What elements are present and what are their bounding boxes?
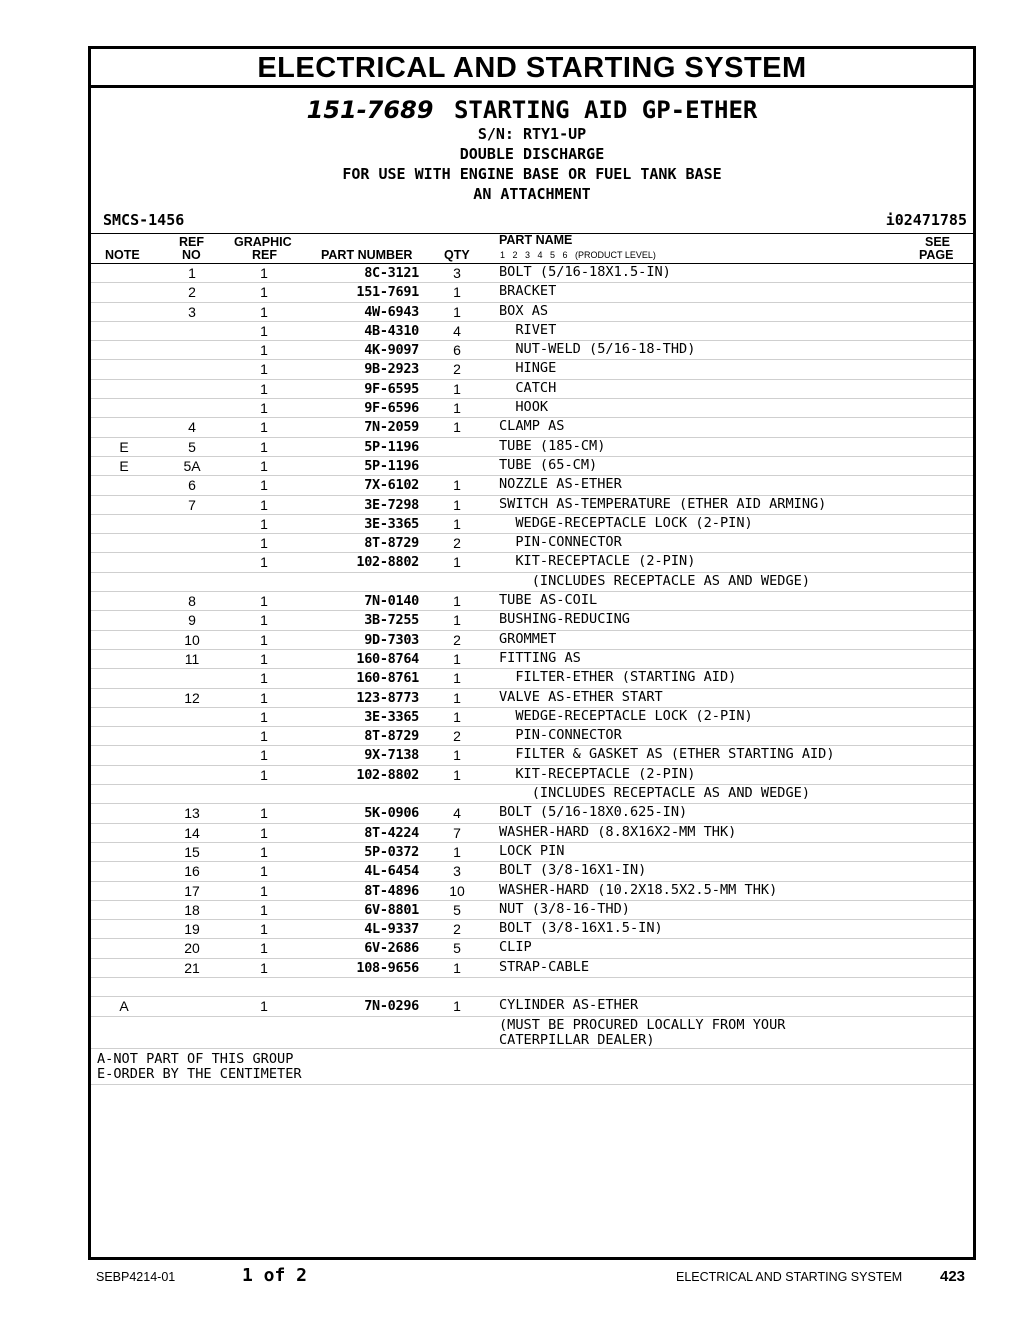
cell-part-number: 8T-4224 bbox=[364, 824, 419, 841]
table-row bbox=[91, 515, 973, 534]
header-ref-bottom: NO bbox=[182, 248, 201, 262]
table-row bbox=[91, 283, 973, 302]
header-see-bottom: PAGE bbox=[919, 248, 954, 262]
cell-part-name: KIT-RECEPTACLE (2-PIN) bbox=[499, 765, 696, 782]
cell-part-number: 102-8802 bbox=[356, 554, 419, 571]
cell-note: E bbox=[119, 438, 129, 455]
cell-qty: 1 bbox=[453, 400, 461, 417]
cell-graphic-ref: 1 bbox=[260, 766, 268, 783]
document-id: SEBP4214-01 bbox=[96, 1270, 176, 1284]
table-row bbox=[91, 824, 973, 843]
header-ref-top: REF bbox=[179, 235, 204, 249]
table-row bbox=[91, 303, 973, 322]
cell-graphic-ref: 1 bbox=[260, 400, 268, 417]
cell-qty: 1 bbox=[453, 650, 461, 667]
cell-part-name: LOCK PIN bbox=[499, 842, 565, 859]
cell-part-number: 9F-6596 bbox=[364, 400, 419, 417]
cell-graphic-ref: 1 bbox=[260, 265, 268, 281]
cell-ref-no: 5A bbox=[183, 457, 201, 474]
cell-qty: 1 bbox=[453, 612, 461, 629]
cell-part-name: KIT-RECEPTACLE (2-PIN) bbox=[499, 553, 696, 570]
cell-qty: 1 bbox=[453, 747, 461, 764]
table-row bbox=[91, 611, 973, 630]
cell-graphic-ref: 1 bbox=[260, 612, 268, 629]
notes-block bbox=[91, 1049, 973, 1085]
cell-qty: 2 bbox=[453, 921, 461, 938]
cell-qty: 1 bbox=[453, 303, 461, 320]
table-row bbox=[91, 669, 973, 688]
header-see-top: SEE bbox=[925, 235, 951, 249]
group-title bbox=[91, 96, 973, 124]
cell-graphic-ref: 1 bbox=[260, 901, 268, 918]
cell-part-name: TUBE AS-COIL bbox=[499, 592, 598, 609]
cell-part-number: 5K-0906 bbox=[364, 805, 419, 822]
cell-ref-no: 12 bbox=[184, 689, 200, 706]
cell-qty: 1 bbox=[453, 515, 461, 532]
cell-part-number: 5P-1196 bbox=[364, 438, 419, 455]
cell-part-name: SWITCH AS-TEMPERATURE (ETHER AID ARMING) bbox=[499, 495, 827, 512]
cell-qty: 4 bbox=[453, 322, 461, 339]
table-row bbox=[91, 534, 973, 553]
cell-graphic-ref: 1 bbox=[260, 554, 268, 571]
cell-graphic-ref: 1 bbox=[260, 747, 268, 764]
cell-graphic-ref: 1 bbox=[260, 322, 268, 339]
cell-qty: 7 bbox=[453, 824, 461, 841]
table-row bbox=[91, 727, 973, 746]
cell-qty: 1 bbox=[453, 670, 461, 687]
cell-part-number: 7X-6102 bbox=[364, 477, 419, 494]
table-row bbox=[91, 862, 973, 881]
table-row bbox=[91, 264, 973, 283]
cell-qty: 1 bbox=[453, 708, 461, 725]
cell-qty: 1 bbox=[453, 284, 461, 301]
table-row bbox=[91, 341, 973, 360]
cell-part-number: 9X-7138 bbox=[364, 747, 419, 764]
table-row bbox=[91, 689, 973, 708]
cell-part-number: 4B-4310 bbox=[364, 322, 419, 339]
code-line bbox=[91, 211, 973, 233]
cell-part-name: WEDGE-RECEPTACLE LOCK (2-PIN) bbox=[499, 707, 753, 724]
cell-part-number: 6V-2686 bbox=[364, 940, 419, 957]
cell-part-name: FITTING AS bbox=[499, 649, 581, 666]
table-row bbox=[91, 920, 973, 939]
cell-graphic-ref: 1 bbox=[260, 882, 268, 899]
cell-part-number: 102-8802 bbox=[356, 766, 419, 783]
smcs-code: SMCS-1456 bbox=[103, 211, 185, 229]
note-line: E-ORDER BY THE CENTIMETER bbox=[97, 1065, 302, 1082]
group-name: STARTING AID GP-ETHER bbox=[453, 96, 758, 124]
cell-part-name: BOLT (5/16-18X0.625-IN) bbox=[499, 804, 688, 821]
cell-part-name: BOLT (5/16-18X1.5-IN) bbox=[499, 264, 671, 280]
cell-part-name: NOZZLE AS-ETHER bbox=[499, 476, 622, 493]
cell-graphic-ref: 1 bbox=[260, 535, 268, 552]
cell-part-name: (MUST BE PROCURED LOCALLY FROM YOUR CATERPILLAR DEALER) bbox=[499, 1016, 786, 1048]
cell-graphic-ref: 1 bbox=[260, 670, 268, 687]
cell-part-name: CATCH bbox=[499, 379, 557, 396]
cell-qty: 1 bbox=[453, 380, 461, 397]
header-graphic-top: GRAPHIC bbox=[234, 235, 292, 249]
cell-graphic-ref: 1 bbox=[260, 843, 268, 860]
table-row bbox=[91, 553, 973, 572]
cell-ref-no: 8 bbox=[188, 593, 196, 610]
table-row bbox=[91, 650, 973, 669]
table-row bbox=[91, 1017, 973, 1049]
cell-part-number: 7N-0140 bbox=[364, 593, 419, 610]
table-row bbox=[91, 360, 973, 379]
cell-graphic-ref: 1 bbox=[260, 708, 268, 725]
cell-qty: 1 bbox=[453, 998, 461, 1015]
header-product-levels: 1 2 3 4 5 6 (PRODUCT LEVEL) bbox=[500, 250, 656, 260]
cell-part-name: BOLT (3/8-16X1-IN) bbox=[499, 862, 647, 879]
cell-part-name: (INCLUDES RECEPTACLE AS AND WEDGE) bbox=[499, 785, 810, 802]
cell-ref-no: 18 bbox=[184, 901, 200, 918]
cell-qty: 3 bbox=[453, 265, 461, 281]
cell-part-name: WEDGE-RECEPTACLE LOCK (2-PIN) bbox=[499, 514, 753, 531]
cell-part-number: 8T-4896 bbox=[364, 882, 419, 899]
page-number: 423 bbox=[940, 1268, 966, 1285]
cell-ref-no: 9 bbox=[188, 612, 196, 629]
table-row bbox=[91, 380, 973, 399]
cell-ref-no: 3 bbox=[188, 303, 196, 320]
cell-part-name: TUBE (65-CM) bbox=[499, 456, 598, 473]
cell-ref-no: 1 bbox=[188, 265, 196, 281]
cell-part-number: 151-7691 bbox=[356, 284, 419, 301]
cell-part-number: 8T-8729 bbox=[364, 728, 419, 745]
cell-part-name: TUBE (185-CM) bbox=[499, 437, 606, 454]
cell-graphic-ref: 1 bbox=[260, 863, 268, 880]
table-row bbox=[91, 496, 973, 515]
table-row bbox=[91, 804, 973, 823]
cell-qty: 5 bbox=[453, 940, 461, 957]
group-header bbox=[91, 96, 973, 204]
cell-graphic-ref: 1 bbox=[260, 940, 268, 957]
cell-part-number: 8C-3121 bbox=[364, 265, 419, 281]
cell-qty: 2 bbox=[453, 728, 461, 745]
cell-qty: 5 bbox=[453, 901, 461, 918]
cell-note: E bbox=[119, 457, 129, 474]
cell-part-name: NUT (3/8-16-THD) bbox=[499, 900, 630, 917]
footer-section: ELECTRICAL AND STARTING SYSTEM bbox=[676, 1270, 903, 1284]
cell-graphic-ref: 1 bbox=[260, 438, 268, 455]
cell-qty: 1 bbox=[453, 419, 461, 436]
header-part-number: PART NUMBER bbox=[321, 248, 413, 262]
cell-part-number: 4K-9097 bbox=[364, 342, 419, 359]
cell-graphic-ref: 1 bbox=[260, 631, 268, 648]
cell-graphic-ref: 1 bbox=[260, 728, 268, 745]
cell-part-name: CLAMP AS bbox=[499, 418, 565, 435]
page-of: 1 of 2 bbox=[242, 1265, 308, 1286]
cell-part-name: GROMMET bbox=[499, 630, 557, 647]
cell-graphic-ref: 1 bbox=[260, 824, 268, 841]
cell-part-number: 3E-7298 bbox=[364, 496, 419, 513]
cell-qty: 1 bbox=[453, 477, 461, 494]
page-frame bbox=[88, 46, 976, 1260]
cell-ref-no: 13 bbox=[184, 805, 200, 822]
cell-part-number: 6V-8801 bbox=[364, 901, 419, 918]
group-description-line: DOUBLE DISCHARGE bbox=[459, 145, 605, 163]
cell-part-number: 3E-3365 bbox=[364, 708, 419, 725]
cell-part-name: RIVET bbox=[499, 321, 557, 338]
table-row bbox=[91, 843, 973, 862]
group-description-line: AN ATTACHMENT bbox=[473, 185, 591, 203]
cell-part-name: CLIP bbox=[499, 939, 532, 956]
cell-part-name: PIN-CONNECTOR bbox=[499, 534, 622, 551]
cell-part-number: 5P-0372 bbox=[364, 843, 419, 860]
group-description-line: FOR USE WITH ENGINE BASE OR FUEL TANK BASE bbox=[342, 165, 722, 183]
cell-graphic-ref: 1 bbox=[260, 477, 268, 494]
header-graphic-bottom: REF bbox=[252, 248, 277, 262]
cell-part-name: HINGE bbox=[499, 360, 557, 377]
cell-ref-no: 19 bbox=[184, 921, 200, 938]
cell-part-name bbox=[499, 978, 969, 979]
cell-qty: 1 bbox=[453, 496, 461, 513]
cell-qty: 3 bbox=[453, 863, 461, 880]
illustration-id: i02471785 bbox=[885, 211, 967, 229]
cell-part-number: 9B-2923 bbox=[364, 361, 419, 378]
header-note: NOTE bbox=[105, 248, 140, 262]
cell-graphic-ref: 1 bbox=[260, 959, 268, 976]
cell-qty: 1 bbox=[453, 959, 461, 976]
cell-graphic-ref: 1 bbox=[260, 689, 268, 706]
cell-ref-no: 14 bbox=[184, 824, 200, 841]
cell-ref-no: 4 bbox=[188, 419, 196, 436]
parts-table bbox=[91, 264, 973, 1049]
cell-graphic-ref: 1 bbox=[260, 361, 268, 378]
cell-part-name: BOX AS bbox=[499, 302, 549, 319]
note-line: A-NOT PART OF THIS GROUP bbox=[97, 1050, 294, 1067]
cell-graphic-ref: 1 bbox=[260, 342, 268, 359]
cell-qty: 10 bbox=[449, 882, 465, 899]
cell-part-name: STRAP-CABLE bbox=[499, 958, 590, 975]
cell-graphic-ref: 1 bbox=[260, 457, 268, 474]
cell-qty: 2 bbox=[453, 535, 461, 552]
table-row bbox=[91, 939, 973, 958]
cell-qty: 1 bbox=[453, 554, 461, 571]
cell-ref-no: 20 bbox=[184, 940, 200, 957]
cell-ref-no: 5 bbox=[188, 438, 196, 455]
cell-part-number: 9D-7303 bbox=[364, 631, 419, 648]
cell-part-number: 123-8773 bbox=[356, 689, 419, 706]
table-row bbox=[91, 457, 973, 476]
table-row bbox=[91, 746, 973, 765]
cell-part-name: CYLINDER AS-ETHER bbox=[499, 997, 639, 1014]
table-row bbox=[91, 959, 973, 978]
cell-qty: 1 bbox=[453, 843, 461, 860]
cell-ref-no: 21 bbox=[184, 959, 200, 976]
serial-range: S/N: RTY1-UP bbox=[477, 125, 587, 143]
cell-part-name: (INCLUDES RECEPTACLE AS AND WEDGE) bbox=[499, 572, 810, 589]
table-row bbox=[91, 766, 973, 785]
table-header bbox=[91, 233, 973, 264]
cell-graphic-ref: 1 bbox=[260, 496, 268, 513]
cell-qty: 2 bbox=[453, 631, 461, 648]
cell-part-name: WASHER-HARD (8.8X16X2-MM THK) bbox=[499, 823, 737, 840]
table-row bbox=[91, 631, 973, 650]
header-qty: QTY bbox=[444, 248, 470, 262]
cell-graphic-ref: 1 bbox=[260, 998, 268, 1015]
cell-part-name: BUSHING-REDUCING bbox=[499, 611, 630, 628]
section-title: ELECTRICAL AND STARTING SYSTEM bbox=[91, 49, 973, 88]
cell-graphic-ref: 1 bbox=[260, 419, 268, 436]
cell-part-name: NUT-WELD (5/16-18-THD) bbox=[499, 341, 696, 358]
cell-qty: 6 bbox=[453, 342, 461, 359]
table-row bbox=[91, 785, 973, 804]
cell-qty: 4 bbox=[453, 805, 461, 822]
cell-graphic-ref: 1 bbox=[260, 921, 268, 938]
cell-qty: 2 bbox=[453, 361, 461, 378]
table-row bbox=[91, 592, 973, 611]
cell-part-number: 4L-9337 bbox=[364, 921, 419, 938]
table-row bbox=[91, 573, 973, 592]
cell-graphic-ref: 1 bbox=[260, 593, 268, 610]
table-row bbox=[91, 399, 973, 418]
cell-part-number: 108-9656 bbox=[356, 959, 419, 976]
table-row bbox=[91, 997, 973, 1016]
cell-part-number: 7N-0296 bbox=[364, 998, 419, 1015]
cell-part-number: 7N-2059 bbox=[364, 419, 419, 436]
cell-part-name: BOLT (3/8-16X1.5-IN) bbox=[499, 920, 663, 937]
cell-ref-no: 6 bbox=[188, 477, 196, 494]
cell-part-number: 3B-7255 bbox=[364, 612, 419, 629]
cell-part-number: 160-8761 bbox=[356, 670, 419, 687]
cell-part-number: 9F-6595 bbox=[364, 380, 419, 397]
cell-graphic-ref: 1 bbox=[260, 303, 268, 320]
table-row bbox=[91, 438, 973, 457]
cell-ref-no: 11 bbox=[184, 650, 200, 667]
table-row bbox=[91, 418, 973, 437]
cell-part-name: FILTER & GASKET AS (ETHER STARTING AID) bbox=[499, 746, 835, 763]
table-row bbox=[91, 901, 973, 920]
cell-part-name: BRACKET bbox=[499, 283, 557, 300]
cell-graphic-ref: 1 bbox=[260, 805, 268, 822]
cell-graphic-ref: 1 bbox=[260, 380, 268, 397]
cell-qty: 1 bbox=[453, 689, 461, 706]
cell-ref-no: 10 bbox=[184, 631, 200, 648]
cell-ref-no: 16 bbox=[184, 863, 200, 880]
cell-graphic-ref: 1 bbox=[260, 515, 268, 532]
cell-ref-no: 15 bbox=[184, 843, 200, 860]
cell-part-name: WASHER-HARD (10.2X18.5X2.5-MM THK) bbox=[499, 881, 778, 898]
cell-qty: 1 bbox=[453, 593, 461, 610]
table-row bbox=[91, 708, 973, 727]
cell-part-number: 160-8764 bbox=[356, 650, 419, 667]
cell-note: A bbox=[119, 998, 129, 1015]
cell-part-name: HOOK bbox=[499, 399, 549, 416]
cell-part-number: 3E-3365 bbox=[364, 515, 419, 532]
cell-part-name: FILTER-ETHER (STARTING AID) bbox=[499, 669, 737, 686]
table-row bbox=[91, 322, 973, 341]
cell-ref-no: 17 bbox=[184, 882, 200, 899]
cell-qty: 1 bbox=[453, 766, 461, 783]
cell-part-number: 8T-8729 bbox=[364, 535, 419, 552]
cell-part-number: 4L-6454 bbox=[364, 863, 419, 880]
group-number: 151-7689 bbox=[306, 96, 434, 124]
page-footer bbox=[0, 1265, 1020, 1289]
cell-graphic-ref: 1 bbox=[260, 284, 268, 301]
table-row bbox=[91, 978, 973, 997]
cell-part-name: VALVE AS-ETHER START bbox=[499, 688, 663, 705]
cell-ref-no: 7 bbox=[188, 496, 196, 513]
cell-part-name: PIN-CONNECTOR bbox=[499, 727, 622, 744]
header-part-name: PART NAME bbox=[499, 233, 573, 247]
cell-graphic-ref: 1 bbox=[260, 650, 268, 667]
cell-part-number: 5P-1196 bbox=[364, 457, 419, 474]
table-row bbox=[91, 882, 973, 901]
cell-ref-no: 2 bbox=[188, 284, 196, 301]
table-row bbox=[91, 476, 973, 495]
cell-part-number: 4W-6943 bbox=[364, 303, 419, 320]
